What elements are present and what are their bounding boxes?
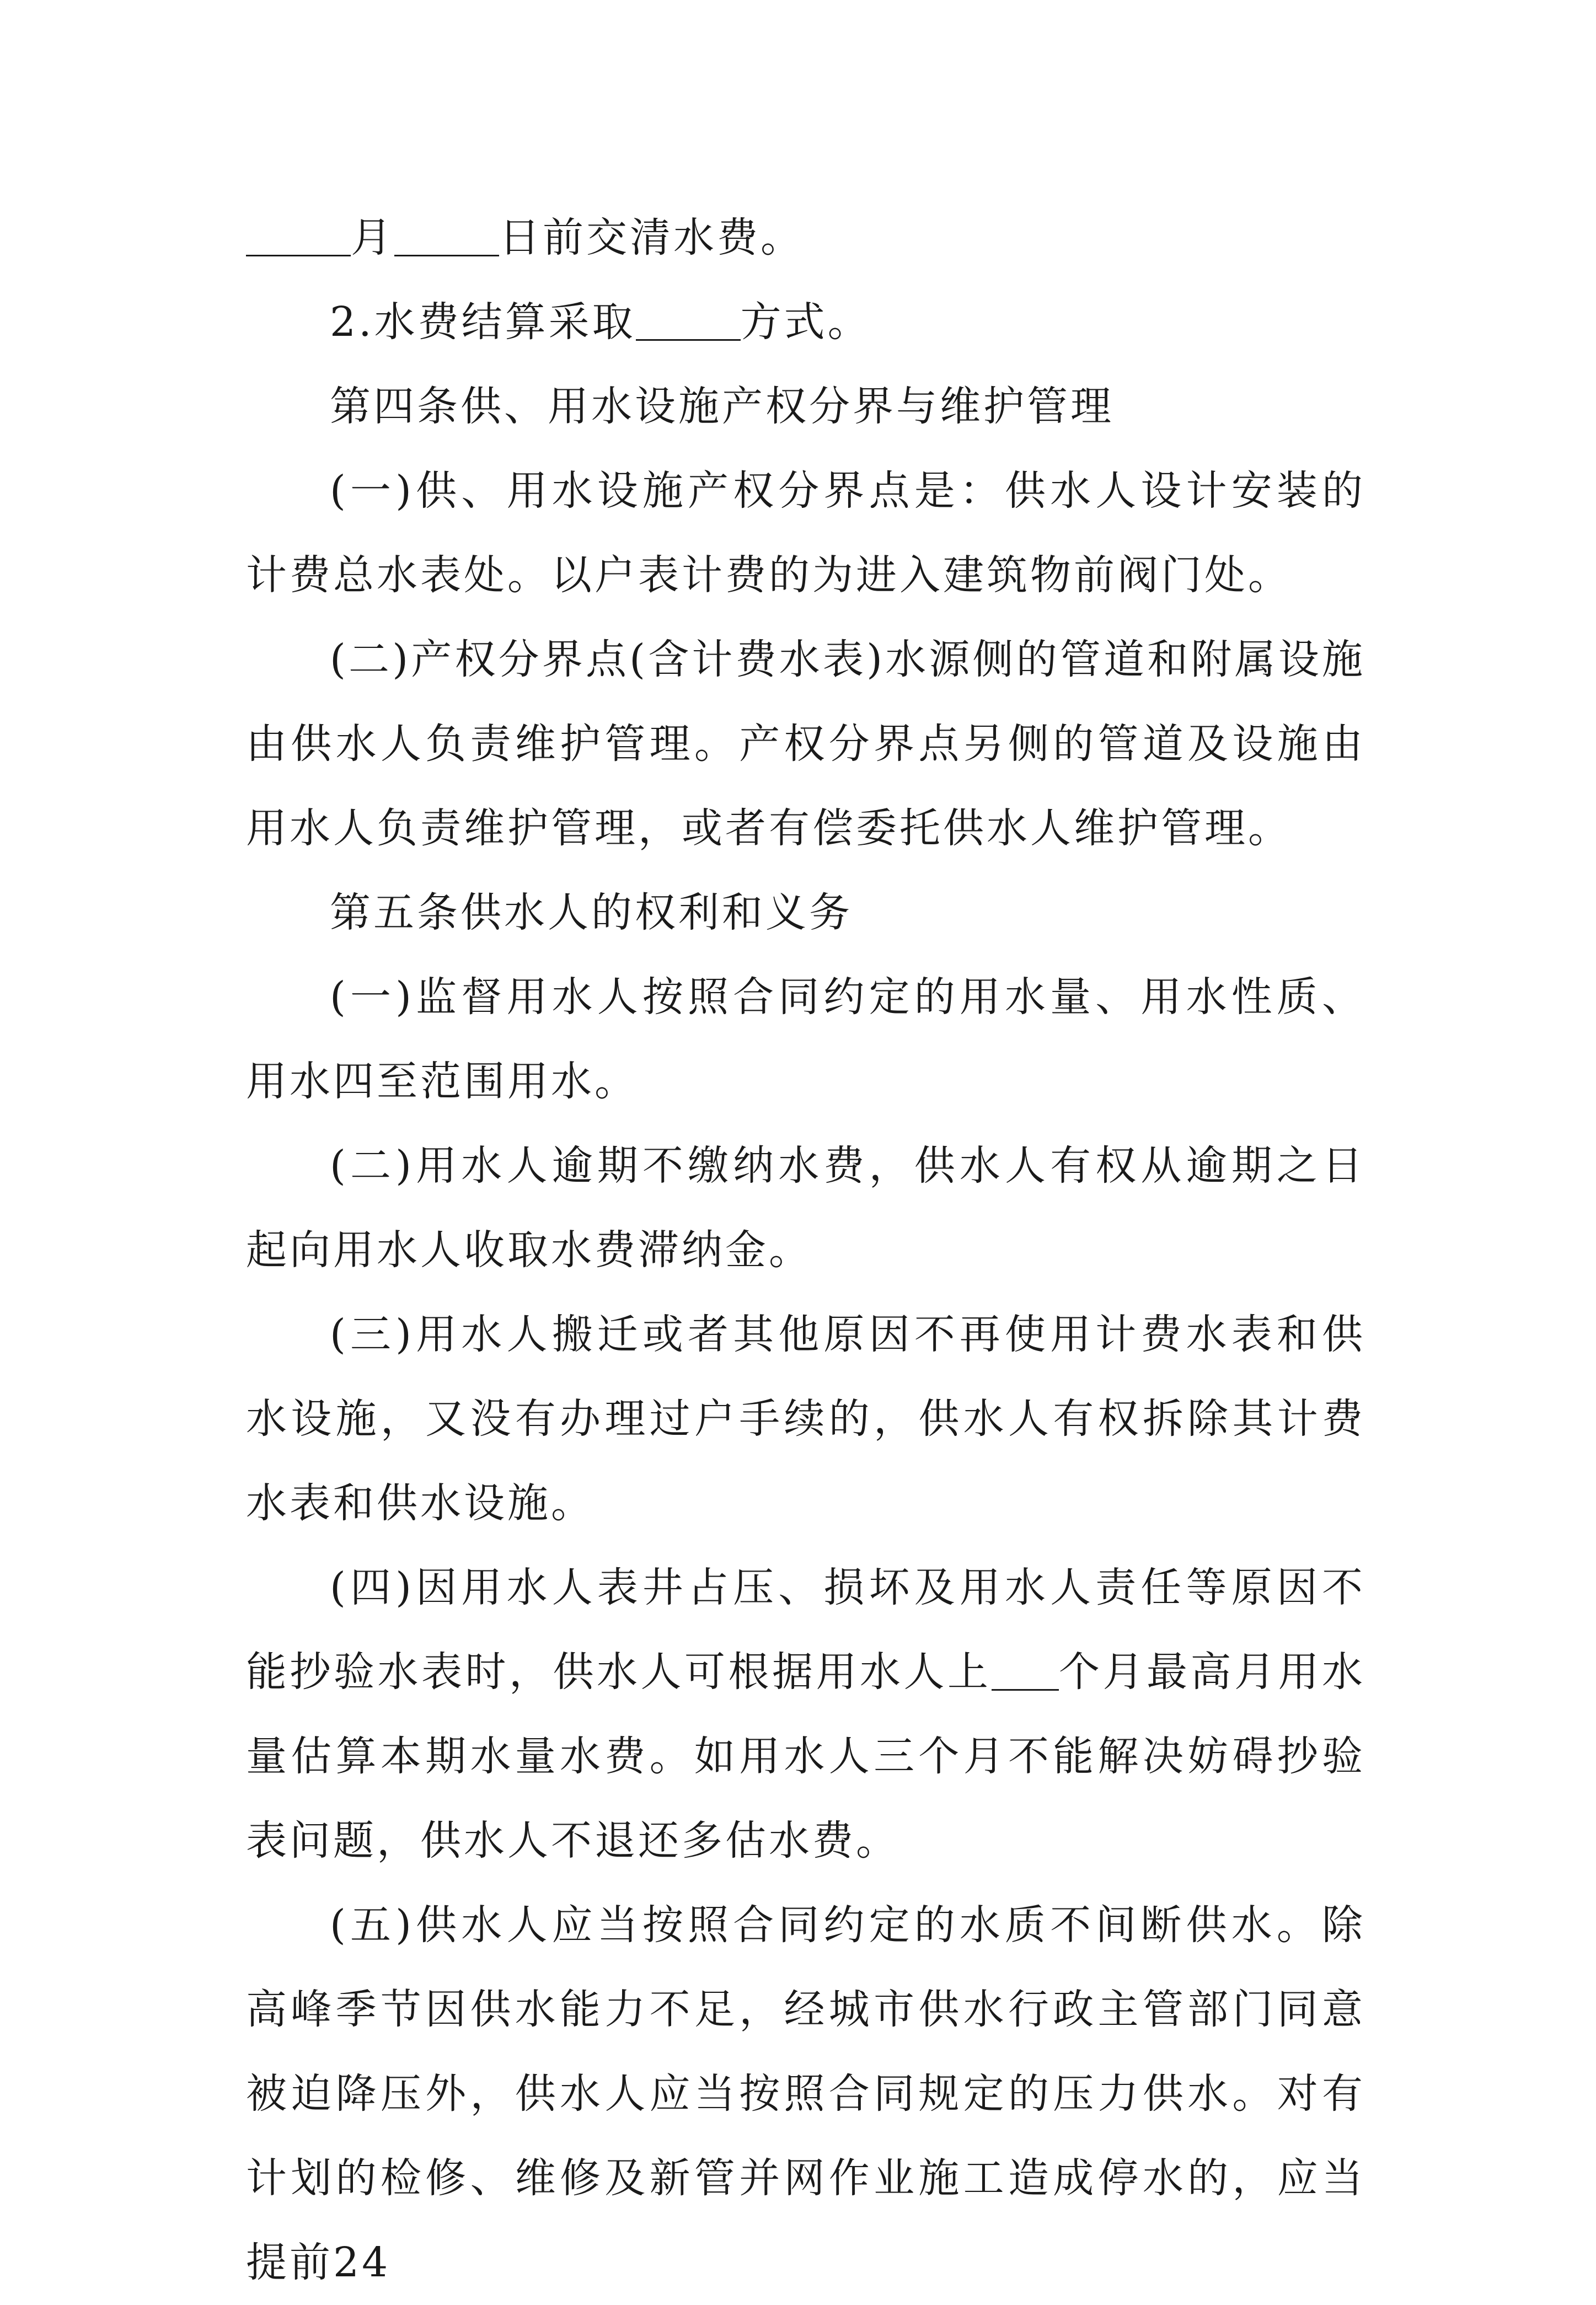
article-5-clause-3: (三)用水人搬迁或者其他原因不再使用计费水表和供水设施，又没有办理过户手续的，供水人有权拆除其计费水表和供水设施。 bbox=[246, 1311, 1365, 1527]
text-method: 方式。 bbox=[740, 298, 871, 346]
article-5-clause-5: (五)供水人应当按照合同约定的水质不间断供水。除高峰季节因供水能力不足，经城市供水行政主管部门同意被迫降压外，供水人应当按照合同规定的压力供水。对有计划的检修、维修及新管并网作业施工造成停水的，应当提前24 bbox=[246, 1901, 1365, 2286]
text-month: 月 bbox=[351, 214, 394, 261]
text-clause-4-start: (四)因用水人表井占压、损坏及用水人责任等原因不能抄验水表时，供水人可根据用水人上 bbox=[246, 1564, 1365, 1696]
article-4-clause-2: (二)产权分界点(含计费水表)水源侧的管道和附属设施由供水人负责维护管理。产权分界点另侧的管道及设施由用水人负责维护管理，或者有偿委托供水人维护管理。 bbox=[246, 636, 1365, 852]
article-4-heading: 第四条供、用水设施产权分界与维护管理 bbox=[330, 383, 1114, 430]
paragraph-payment-deadline bbox=[246, 196, 1365, 280]
blank-line bbox=[246, 214, 351, 256]
blank-line bbox=[992, 1648, 1059, 1691]
article-4-clause-1: (一)供、用水设施产权分界点是：供水人设计安装的计费总水表处。以户表计费的为进入建筑物前阀门处。 bbox=[246, 467, 1365, 599]
text-clause-4-end: 个月最高月用水量估算本期水量水费。如用水人三个月不能解决妨碍抄验表问题，供水人不退还多估水费。 bbox=[246, 1648, 1365, 1864]
blank-line bbox=[394, 214, 499, 256]
document-body bbox=[246, 196, 1365, 2305]
blank-line bbox=[636, 298, 741, 341]
paragraph-settlement-method bbox=[246, 280, 1365, 364]
article-5-clause-4 bbox=[246, 1546, 1365, 1883]
article-5-clause-2: (二)用水人逾期不缴纳水费，供水人有权从逾期之日起向用水人收取水费滞纳金。 bbox=[246, 1142, 1365, 1274]
article-5-heading: 第五条供水人的权利和义务 bbox=[330, 889, 853, 936]
text-deadline: 日前交清水费。 bbox=[499, 214, 804, 261]
article-5-clause-1: (一)监督用水人按照合同约定的用水量、用水性质、用水四至范围用水。 bbox=[246, 973, 1365, 1105]
text-settlement: 2.水费结算采取 bbox=[330, 298, 636, 346]
